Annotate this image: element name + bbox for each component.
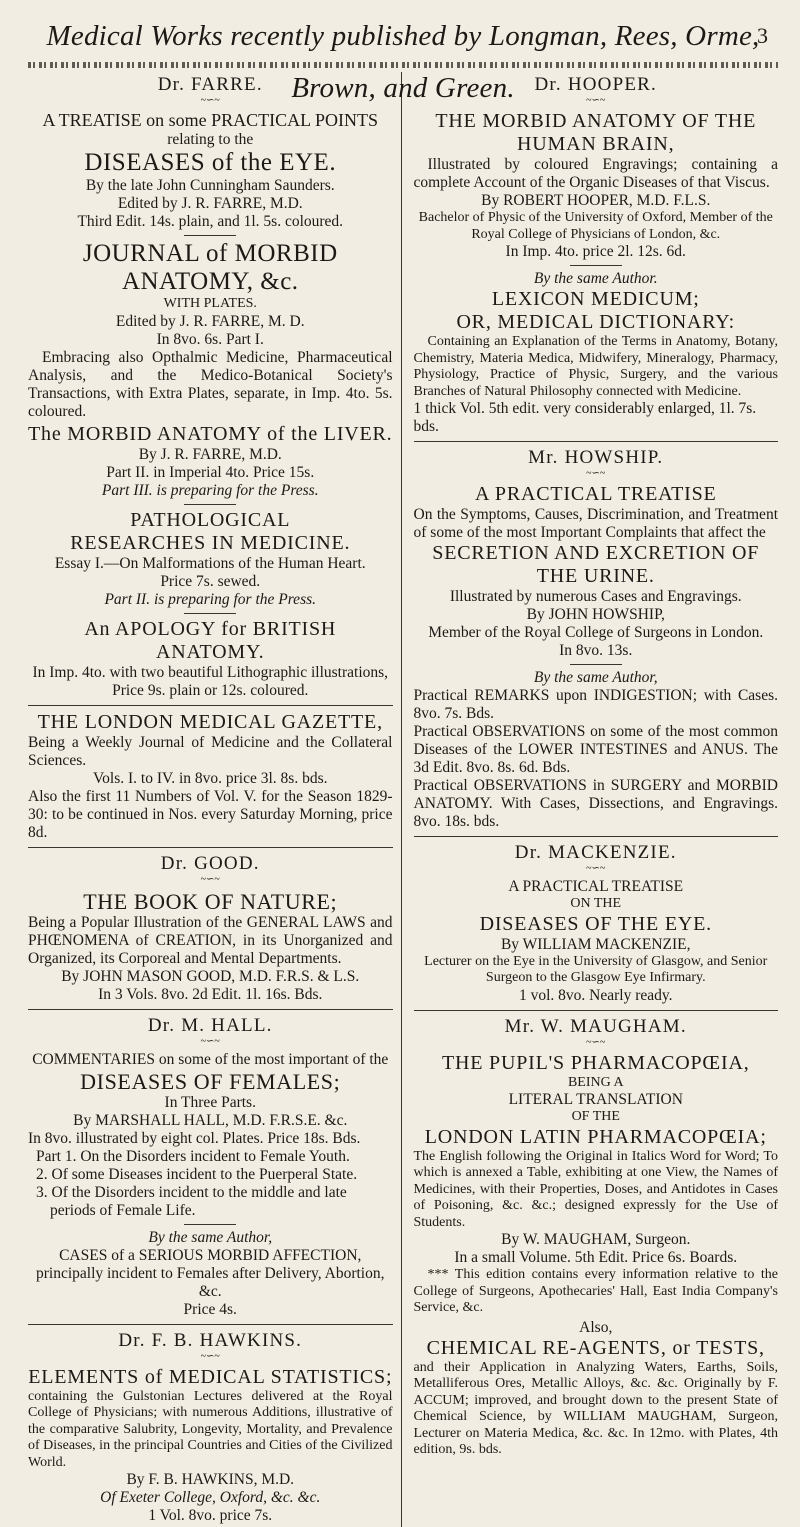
entry-title: HUMAN BRAIN, bbox=[517, 133, 675, 155]
author-heading: Mr. HOWSHIP. bbox=[528, 447, 664, 468]
author-heading: Dr. MACKENZIE. bbox=[514, 842, 677, 863]
entry-price: 1 thick Vol. 5th edit. very considerably enlarged, 1l. 7s. bds. bbox=[413, 400, 757, 435]
entry-title: SECRETION AND EXCRETION OF THE URINE. bbox=[432, 542, 760, 587]
ornamental-rule bbox=[28, 62, 778, 68]
entry-price: Vols. I. to IV. in 8vo. price 3l. 8s. bds. bbox=[92, 769, 328, 787]
entry-title: THE MORBID ANATOMY OF THE bbox=[435, 110, 757, 132]
entry-item: Practical REMARKS upon INDIGESTION; with Cases. 8vo. 7s. Bds. bbox=[413, 687, 778, 722]
divider bbox=[28, 705, 393, 706]
entry-note: *** This edition contains every information relative to the College of Surgeons, Apothecaries' Hall, East India Company's Service, &c. bbox=[413, 1267, 778, 1315]
entry-price: In 3 Vols. 8vo. 2d Edit. 1l. 16s. Bds. bbox=[98, 985, 323, 1003]
entry-title: THE LONDON MEDICAL GAZETTE, bbox=[37, 710, 383, 733]
entry-note: Also the first 11 Numbers of Vol. V. for the Season 1829-30: to be continued in Nos. every Saturday Morning, price 8d. bbox=[28, 787, 393, 841]
flourish-icon: ~∽~ bbox=[586, 863, 606, 874]
divider bbox=[414, 836, 779, 837]
entry-hall bbox=[28, 1015, 393, 1225]
divider bbox=[414, 441, 779, 442]
entry-affiliation: Lecturer on the Eye in the University of Glasgow, and Senior Surgeon to the Glasgow Eye Infirmary. bbox=[424, 953, 768, 985]
entry-title: The MORBID ANATOMY of the LIVER. bbox=[28, 422, 393, 445]
entry-title: A PRACTICAL TREATISE bbox=[474, 483, 717, 505]
entry-liver bbox=[28, 423, 393, 505]
entry-price: Third Edit. 14s. plain, and 1l. 5s. coloured. bbox=[77, 213, 344, 230]
entry-subtitle: WITH PLATES. bbox=[163, 296, 257, 311]
entry-hawkins bbox=[28, 1330, 393, 1526]
entry-note: Part III. is preparing for the Press. bbox=[101, 481, 319, 499]
entry-title: RESEARCHES IN MEDICINE. bbox=[70, 531, 351, 554]
entry-title: A PRACTICAL TREATISE bbox=[508, 878, 684, 895]
flourish-icon: ~∽~ bbox=[200, 95, 220, 106]
flourish-icon: ~∽~ bbox=[586, 1036, 606, 1048]
entry-description: On the Symptoms, Causes, Discrimination, and Treatment of some of the most Important Complaints that affect the bbox=[413, 506, 778, 541]
entry-description: Illustrated by coloured Engravings; containing a complete Account of the Organic Diseases of that Viscus. bbox=[413, 156, 778, 191]
entry-description: Being a Popular Illustration of the GENERAL LAWS and PHŒNOMENA of CREATION, in its Unorganized and Organized, its Corporeal and Mental Departments. bbox=[28, 913, 393, 967]
entry-description: and their Application in Analyzing Waters, Earths, Soils, Metalliferous Ores, Metallic Alloys, &c. &c. Originally by F. ACCUM; improved, and brought down to the present State of Chemical Science, by WILLIAM MAUGHAM, Surgeon, Lecturer on Materia Medica, &c. &c. In 12mo. with Plates, 4th edition, 9s. bds. bbox=[413, 1359, 778, 1457]
entry-description: Essay I.—On Malformations of the Human Heart. bbox=[54, 554, 366, 572]
entry-description: Containing an Explanation of the Terms in Anatomy, Botany, Chemistry, Materia Medica, Midwifery, Mineralogy, Pharmacy, Physiology, Practice of Physic, Surgery, and the various Branches of Natural Philosophy connected with Medicine. bbox=[413, 334, 778, 399]
entry-description: In 8vo. illustrated by eight col. Plates. Price 18s. Bds. bbox=[28, 1129, 361, 1147]
entry-title: THE BOOK OF NATURE; bbox=[83, 888, 338, 914]
entry-price: Part II. in Imperial 4to. Price 15s. bbox=[106, 463, 315, 481]
entry-journal bbox=[28, 240, 393, 421]
entry-lexicon bbox=[414, 270, 779, 442]
entry-howship bbox=[414, 447, 779, 665]
divider bbox=[414, 1010, 779, 1011]
entry-description: In Imp. 4to. with two beautiful Lithographic illustrations, Price 9s. plain or 12s. coloured. bbox=[32, 663, 389, 699]
entry-title: An APOLOGY for BRITISH ANATOMY. bbox=[84, 617, 337, 663]
entry-title: THE PUPIL'S PHARMACOPŒIA, bbox=[441, 1051, 750, 1074]
entry-maugham bbox=[414, 1016, 779, 1317]
entry-byline: By W. MAUGHAM, Surgeon. bbox=[501, 1231, 691, 1248]
author-heading: Dr. F. B. HAWKINS. bbox=[118, 1329, 303, 1351]
entry-subtitle: BEING A bbox=[567, 1074, 624, 1090]
flourish-icon: ~∽~ bbox=[586, 95, 606, 106]
entry-price: In a small Volume. 5th Edit. Price 6s. Boards. bbox=[454, 1249, 738, 1266]
entry-apology bbox=[28, 618, 393, 706]
entry-price: Price 7s. sewed. bbox=[160, 572, 261, 590]
entry-title: PATHOLOGICAL bbox=[130, 508, 291, 531]
divider bbox=[184, 504, 236, 505]
entry-item: Practical OBSERVATIONS on some of the most common Diseases of the LOWER INTESTINES and ANUS. The 3d Edit. 8vo. 8s. 6d. Bds. bbox=[413, 723, 778, 776]
entry-note: Part II. is preparing for the Press. bbox=[104, 590, 317, 608]
entry-description: Embracing also Opthalmic Medicine, Pharmaceutical Analysis, and the Medico-Botanical Society's Transactions, with Extra Plates, separate, in Imp. 4to. 5s. coloured. bbox=[28, 348, 393, 420]
entry-byline: By the late John Cunningham Saunders. bbox=[85, 177, 335, 194]
divider bbox=[184, 613, 236, 614]
entry-title: DISEASES of the EYE. bbox=[84, 149, 337, 176]
entry-note: Illustrated by numerous Cases and Engravings. bbox=[449, 588, 742, 605]
entry-list-item: 3. Of the Disorders incident to the middle and late periods of Female Life. bbox=[36, 1183, 347, 1219]
entry-description: Being a Weekly Journal of Medicine and the Collateral Sciences. bbox=[28, 733, 393, 769]
entry-byline: By F. B. HAWKINS, M.D. bbox=[126, 1471, 295, 1488]
author-heading: Dr. GOOD. bbox=[160, 852, 260, 874]
divider bbox=[184, 235, 236, 236]
entry-title: JOURNAL of MORBID ANATOMY, &c. bbox=[82, 240, 338, 295]
entry-list-item: 2. Of some Diseases incident to the Puerperal State. bbox=[36, 1165, 358, 1183]
entry-list-item: Part 1. On the Disorders incident to Female Youth. bbox=[36, 1147, 350, 1165]
entry-subtitle: ON THE bbox=[570, 896, 622, 911]
entry-good bbox=[28, 853, 393, 1010]
flourish-icon: ~∽~ bbox=[200, 1350, 220, 1362]
entry-byline: By WILLIAM MACKENZIE, bbox=[500, 935, 691, 953]
entry-title: OR, MEDICAL DICTIONARY: bbox=[456, 311, 736, 333]
divider bbox=[28, 1009, 393, 1010]
entry-byline: By J. R. FARRE, M.D. bbox=[138, 445, 282, 463]
two-columns bbox=[28, 72, 778, 1527]
entry-title: DISEASES OF THE EYE. bbox=[479, 912, 712, 935]
entry-item: Practical OBSERVATIONS in SURGERY and MORBID ANATOMY. With Cases, Dissections, and Engravings. 8vo. 18s. bds. bbox=[413, 777, 778, 830]
entry-editor: Edited by J. R. FARRE, M. D. bbox=[115, 312, 305, 330]
running-title: Medical Works recently published by Longman, Rees, Orme, Brown, and Green. bbox=[46, 20, 760, 104]
entry-editor: Edited by J. R. FARRE, M.D. bbox=[117, 195, 303, 212]
entry-price: In Imp. 4to. price 2l. 12s. 6d. bbox=[505, 243, 686, 260]
entry-price: 1 Vol. 8vo. price 7s. bbox=[148, 1507, 273, 1524]
entry-affiliation: Member of the Royal College of Surgeons in London. bbox=[428, 624, 764, 641]
entry-subtitle: relating to the bbox=[167, 131, 254, 148]
entry-title: ELEMENTS of MEDICAL STATISTICS; bbox=[28, 1365, 393, 1388]
author-heading: Dr. HOOPER. bbox=[534, 74, 657, 95]
entry-byline: By ROBERT HOOPER, M.D. F.L.S. bbox=[481, 192, 711, 209]
same-author-note: By the same Author, bbox=[148, 1228, 273, 1246]
flourish-icon: ~∽~ bbox=[200, 873, 220, 885]
entry-subtitle: OF THE bbox=[571, 1109, 620, 1124]
author-heading: Dr. M. HALL. bbox=[147, 1014, 273, 1036]
divider bbox=[570, 664, 622, 665]
entry-price: In 8vo. 6s. Part I. bbox=[156, 330, 264, 348]
divider bbox=[28, 1324, 393, 1325]
author-heading: Dr. FARRE. bbox=[157, 74, 263, 95]
entry-affiliation: Of Exeter College, Oxford, &c. &c. bbox=[100, 1489, 321, 1506]
entry-title: DISEASES OF FEMALES; bbox=[80, 1068, 341, 1094]
also-note: Also, bbox=[579, 1318, 613, 1336]
divider bbox=[570, 265, 622, 266]
flourish-icon: ~∽~ bbox=[200, 1035, 220, 1047]
entry-description: The English following the Original in Italics Word for Word; To which is annexed a Table, exhibiting at one View, the Names of Medicines, with their Properties, Doses, and Antidotes in Cases of Poisoning, &c. &c.; designed expressly for the Use of Students. bbox=[413, 1148, 778, 1230]
same-author-note: By the same Author, bbox=[533, 669, 658, 686]
entry-price: Price 4s. bbox=[183, 1300, 237, 1318]
entry-title: A TREATISE on some PRACTICAL POINTS bbox=[42, 110, 379, 130]
entry-gazette bbox=[28, 711, 393, 848]
same-author-note: By the same Author. bbox=[533, 270, 658, 287]
entry-howship-others bbox=[414, 669, 779, 837]
author-heading: Mr. W. MAUGHAM. bbox=[504, 1015, 687, 1037]
entry-reagents bbox=[414, 1319, 779, 1459]
entry-description: containing the Gulstonian Lectures delivered at the Royal College of Physicians; with numerous Additions, illustrative of the comparative Salubrity, Longevity, Mortality, and Prevalence of Diseases, in the principal Countries and Cities of the Civilized World. bbox=[28, 1388, 393, 1470]
entry-affiliation: Bachelor of Physic of the University of Oxford, Member of the Royal College of Physicians of London, &c. bbox=[418, 210, 773, 242]
entry-pathological bbox=[28, 509, 393, 614]
entry-title: CASES of a SERIOUS MORBID AFFECTION, principally incident to Females after Delivery, Abortion, &c. bbox=[35, 1246, 385, 1300]
entry-price: In 8vo. 13s. bbox=[559, 642, 633, 659]
flourish-icon: ~∽~ bbox=[586, 468, 606, 479]
entry-title: LITERAL TRANSLATION bbox=[508, 1091, 683, 1108]
entry-title: LONDON LATIN PHARMACOPŒIA; bbox=[424, 1125, 767, 1148]
entry-byline: By JOHN MASON GOOD, M.D. F.R.S. & L.S. bbox=[61, 967, 360, 985]
entry-title: COMMENTARIES on some of the most important of the bbox=[32, 1050, 389, 1068]
page-number: 3 bbox=[757, 23, 768, 48]
entry-title: LEXICON MEDICUM; bbox=[491, 288, 700, 310]
entry-mackenzie bbox=[414, 842, 779, 1011]
entry-byline: By JOHN HOWSHIP, bbox=[526, 606, 665, 623]
entry-subtitle: In Three Parts. bbox=[164, 1093, 256, 1111]
left-column bbox=[28, 72, 402, 1527]
divider bbox=[184, 1224, 236, 1225]
entry-byline: By MARSHALL HALL, M.D. F.R.S.E. &c. bbox=[73, 1111, 348, 1129]
divider bbox=[28, 847, 393, 848]
entry-title: CHEMICAL RE-AGENTS, or TESTS, bbox=[426, 1336, 765, 1359]
entry-hall-cases bbox=[28, 1229, 393, 1325]
entry-price: 1 vol. 8vo. Nearly ready. bbox=[518, 986, 673, 1004]
right-column bbox=[402, 72, 779, 1527]
